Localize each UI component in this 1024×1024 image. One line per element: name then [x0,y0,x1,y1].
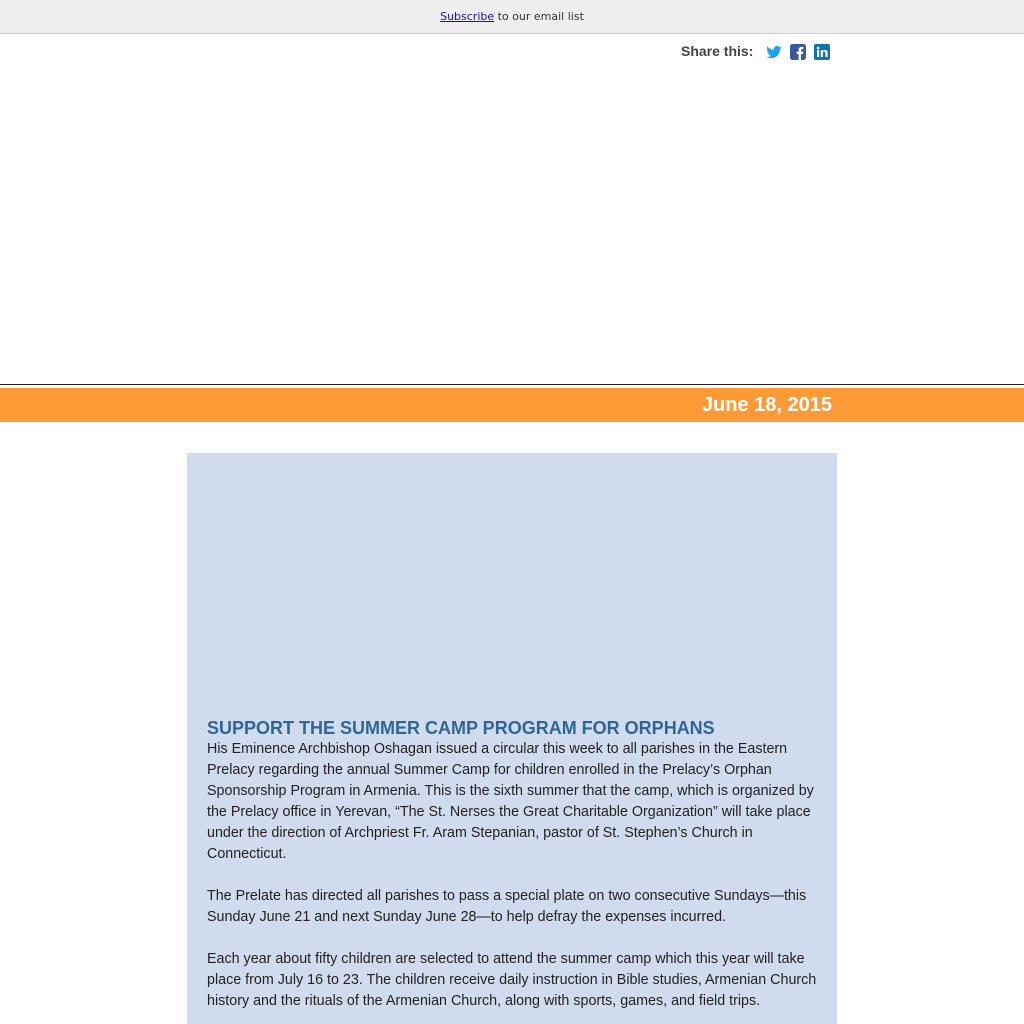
article-headline: SUPPORT THE SUMMER CAMP PROGRAM FOR ORPHANS [207,718,715,738]
share-bar [681,44,838,60]
subscribe-text: to our email list [494,10,584,23]
linkedin-icon[interactable] [814,44,830,60]
date-bar [0,388,1024,422]
article-paragraph: Each year about fifty children are selected to attend the summer camp which this year will take place from July 16 to 23. The children receive daily instruction in Bible studies, Armenian Church history and the rituals of the Armenian Church, along with sports, games, and field trips. [207,951,817,1009]
issue-date: June 18, 2015 [701,394,832,416]
subscribe-bar [0,0,1024,34]
article-panel [187,453,837,1024]
facebook-icon[interactable] [790,44,806,60]
paragraph-spacer [207,865,823,886]
header-divider [0,384,1024,385]
subscribe-link[interactable]: Subscribe [440,10,495,23]
paragraph-spacer [207,928,823,949]
twitter-icon[interactable] [766,44,782,60]
article-paragraph: His Eminence Archbishop Oshagan issued a circular this week to all parishes in the Eastern Prelacy regarding the annual Summer Camp for children enrolled in the Prelacy’s Orphan Sponsorship Program in Armenia. This is the sixth summer that the camp, which is organized by the Prelacy office in Yerevan, “The St. Nerses the Great Charitable Organization” will take place under the direction of Archpriest Fr. Aram Stepanian, pastor of St. Stephen’s Church in Connecticut. [207,741,814,862]
article-paragraph: The Prelate has directed all parishes to pass a special plate on two consecutive Sundays—this Sunday June 21 and next Sunday June 28—to help defray the expenses incurred. [207,888,807,925]
article-content [207,717,823,1012]
share-label: Share this: [681,43,754,59]
